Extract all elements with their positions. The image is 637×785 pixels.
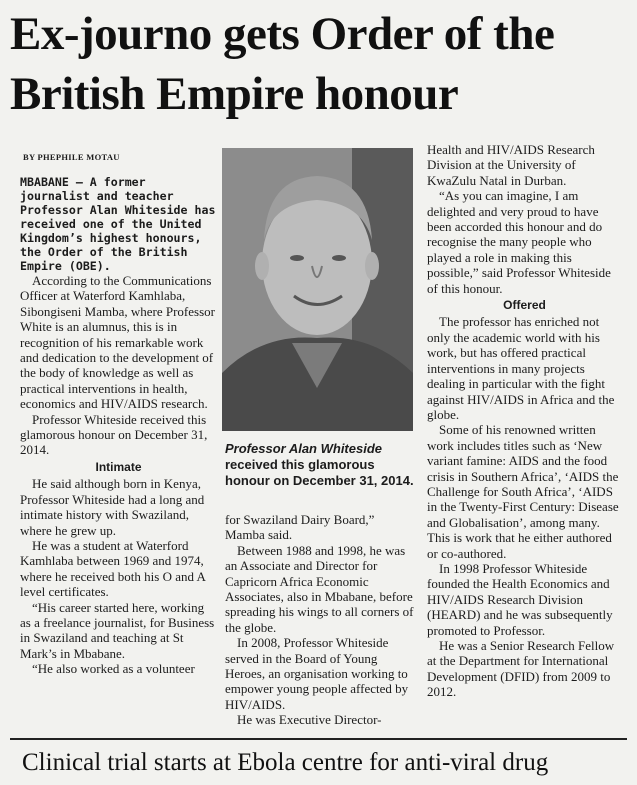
next-article-headline: Clinical trial starts at Ebola centre for anti-viral drug xyxy=(22,749,549,776)
paragraph: In 2008, Professor Whiteside served in the Board of Young Heroes, an organisation working to empower young people affected by HIV/AIDS. xyxy=(225,635,409,712)
paragraph: He was Executive Director- xyxy=(237,712,382,728)
divider-rule xyxy=(10,738,627,740)
subheading-offered: Offered xyxy=(503,298,546,313)
paragraph: He said although born in Kenya, Professor Whiteside had a long and intimate history with Swaziland, where he grew up. xyxy=(20,476,205,538)
paragraph: for Swaziland Dairy Board,” Mamba said. xyxy=(225,512,375,543)
paragraph: In 1998 Professor Whiteside founded the Health Economics and HIV/AIDS Research Division (HEARD) and he was subsequently promoted to Professor. xyxy=(427,560,613,638)
photo-caption xyxy=(225,441,415,489)
subheading-intimate: Intimate xyxy=(95,459,142,474)
paragraph: Professor Whiteside received this glamorous honour on December 31, 2014. xyxy=(20,411,208,458)
caption-text: received this glamorous honour on December 31, 2014. xyxy=(225,457,414,488)
paragraph: Some of his renowned written work includes titles such as ‘New variant famine: AIDS and the food crisis in Southern Africa’, ‘AIDS the Challenge for South Africa’, ‘AIDS in the Twenty-First Century: Disease and Globalisation’, among many. This is work that he either authored or co-authored. xyxy=(427,422,619,561)
article-column-1 xyxy=(20,175,217,677)
paragraph: He was a student at Waterford Kamhlaba between 1969 and 1974, where he received both his O and A level certificates. xyxy=(20,537,206,600)
paragraph: Between 1988 and 1998, he was an Associate and Director for Capricorn Africa Economic Associates, also in Mbabane, before spreading his wings to all corners of the globe. xyxy=(225,542,414,635)
paragraph: He was a Senior Research Fellow at the Department for International Development (DFID) from 2009 to 2012. xyxy=(427,638,615,700)
article-column-3 xyxy=(427,142,622,700)
paragraph: “As you can imagine, I am delighted and very proud to have been accorded this honour and do recognise the many people who played a role in making this possible,” said Professor Whiteside of this honour. xyxy=(427,188,611,296)
lead-paragraph: MBABANE – A former journalist and teacher Professor Alan Whiteside has received one of the United Kingdom’s highest honours, the Order of the British Empire (OBE). xyxy=(20,175,216,273)
paragraph: “His career started here, working as a freelance journalist, for Business in Swaziland and teaching at St Mark’s in Mbabane. xyxy=(20,599,215,661)
paragraph: “He also worked as a volunteer xyxy=(32,661,195,677)
portrait-illustration xyxy=(222,148,413,431)
article-column-2 xyxy=(225,512,415,728)
byline: BY PHEPHILE MOTAU xyxy=(23,152,120,162)
paragraph: Health and HIV/AIDS Research Division at the University of KwaZulu Natal in Durban. xyxy=(427,142,595,188)
paragraph: The professor has enriched not only the academic world with his work, but has offered practical interventions in many projects dealing in particular with the fight against HIV/AIDS in Africa and the globe. xyxy=(427,314,615,422)
paragraph: According to the Communications Officer at Waterford Kamhlaba, Sibongiseni Mamba, where Professor White is an alumnus, this is in recognition of his remarkable work and dedication to the development of the body of knowledge as well as practical interventions in health, economics and HIV/AIDS research. xyxy=(20,273,215,412)
portrait-photo xyxy=(222,148,413,431)
caption-name: Professor Alan Whiteside xyxy=(225,441,382,456)
headline: Ex-journo gets Order of the British Empire honour xyxy=(10,8,555,120)
